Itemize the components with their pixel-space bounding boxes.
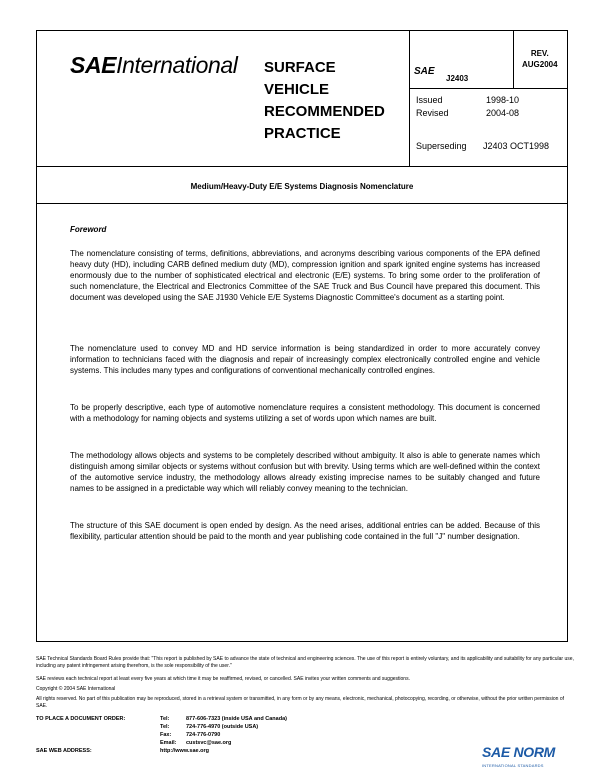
rev-label: REV. xyxy=(530,49,549,58)
document-number: J2403 xyxy=(446,74,469,83)
doc-type-line: PRACTICE xyxy=(264,125,341,142)
doc-type-line: RECOMMENDED xyxy=(264,103,385,120)
logo-sae-text: SAE xyxy=(70,52,117,78)
email-label: Email: xyxy=(160,740,177,746)
rev-date: AUG2004 xyxy=(522,60,558,69)
foreword-paragraph: The structure of this SAE document is open ended by design. As the need arises, additional entries can be added. Because of this flexibility, particular attention should be paid to the month and year publishing code contained in the full "J" number designation. xyxy=(70,521,540,541)
superseding-label: Superseding xyxy=(416,141,467,151)
issued-label: Issued xyxy=(416,95,443,105)
web-label: SAE WEB ADDRESS: xyxy=(36,748,92,754)
foreword-heading: Foreword xyxy=(70,225,107,234)
sae-international-logo xyxy=(70,52,237,79)
review-notice: SAE reviews each technical report at least every five years at which time it may be reaffirmed, revised, or cancelled. SAE invites your written comments and suggestions. xyxy=(36,676,410,682)
web-address-link[interactable]: http://www.sae.org xyxy=(160,748,209,754)
copyright-notice: Copyright © 2004 SAE International xyxy=(36,686,116,692)
tel-value-2[interactable]: 724-776-4970 (outside USA) xyxy=(186,724,259,730)
logo-international-text: International xyxy=(116,52,238,78)
sae-norm-stamp: SAE NORM xyxy=(482,744,556,760)
revised-value: 2004-08 xyxy=(486,108,520,118)
fax-value: 724-776-0790 xyxy=(186,732,221,738)
doc-type-line: VEHICLE xyxy=(264,81,330,98)
tel-label: Tel: xyxy=(160,716,170,722)
revised-label: Revised xyxy=(416,108,449,118)
superseding-value: J2403 OCT1998 xyxy=(483,141,550,151)
issued-value: 1998-10 xyxy=(486,95,520,105)
fax-label: Fax: xyxy=(160,732,172,738)
tel-value[interactable]: 877-606-7323 (inside USA and Canada) xyxy=(186,716,287,722)
rev-column-divider xyxy=(513,30,514,88)
order-label: TO PLACE A DOCUMENT ORDER: xyxy=(36,716,126,722)
rights-notice: All rights reserved. No part of this publication may be reproduced, stored in a retrieval system or transmitted, in any form or by any means, electronic, mechanical, photocopying, recording, or otherwise, without the prior written permission of SAE. xyxy=(36,696,565,709)
foreword-paragraph: The methodology allows objects and systems to be completely described without ambiguity. It also is able to generate names which distinguish among similar objects or systems without confusion but with brevity. Using terms which are well-defined within the context of the automotive service industry, the methodology allows already existing imprecise names to be suitably changed and future names to be assigned in a predictable way which will reliably convey meaning to the technician. xyxy=(70,451,540,493)
foreword-paragraph: The nomenclature used to convey MD and HD service information is being standardized in order to more accurately convey information to technicians faced with the diagnosis and repair of increasingly complex electronically controlled engine and vehicle systems. This includes many types and configurations of conventional mechanically controlled engines. xyxy=(70,344,540,375)
header-divider xyxy=(36,166,568,167)
header-column-divider xyxy=(409,30,410,166)
document-title: Medium/Heavy-Duty E/E Systems Diagnosis Nomenclature xyxy=(190,182,414,191)
foreword-paragraph: The nomenclature consisting of terms, definitions, abbreviations, and acronyms describing various components of the EPA defined heavy duty (HD), including CARB defined medium duty (MD), compression ignition and spark ignited engine systems has increased enormously due to the number of sophisticated electrical and electronic (E/E) systems. To bring some order to the proliferation of such nomenclature, the Electrical and Electronics Committee of the SAE Truck and Bus Council have prepared this document. This document was developed using the SAE J1930 Vehicle E/E Systems Diagnostic Committee's document as a starting point. xyxy=(70,249,540,302)
technical-board-notice: SAE Technical Standards Board Rules provide that: "This report is published by SAE to advance the state of technical and engineering sciences. The use of this report is entirely voluntary, and its applicability and suitability for any particular use, including any patent infringement arising therefrom, is the sole responsibility of the user." xyxy=(36,656,574,669)
revision-box xyxy=(522,48,558,70)
sae-norm-stamp-subtext: INTERNATIONAL STANDARDS xyxy=(482,763,544,768)
tel-label-2: Tel: xyxy=(160,724,170,730)
document-type xyxy=(264,57,385,145)
foreword-paragraph: To be properly descriptive, each type of automotive nomenclature requires a consistent methodology. This document is concerned with a methodology for naming objects and systems utilizing a set of words upon which names are built. xyxy=(70,403,540,423)
sae-small-logo: SAE xyxy=(414,66,435,77)
title-divider xyxy=(36,203,568,204)
email-value[interactable]: custsvc@sae.org xyxy=(186,740,232,746)
doc-type-line: SURFACE xyxy=(264,59,336,76)
docnum-divider xyxy=(409,88,568,89)
